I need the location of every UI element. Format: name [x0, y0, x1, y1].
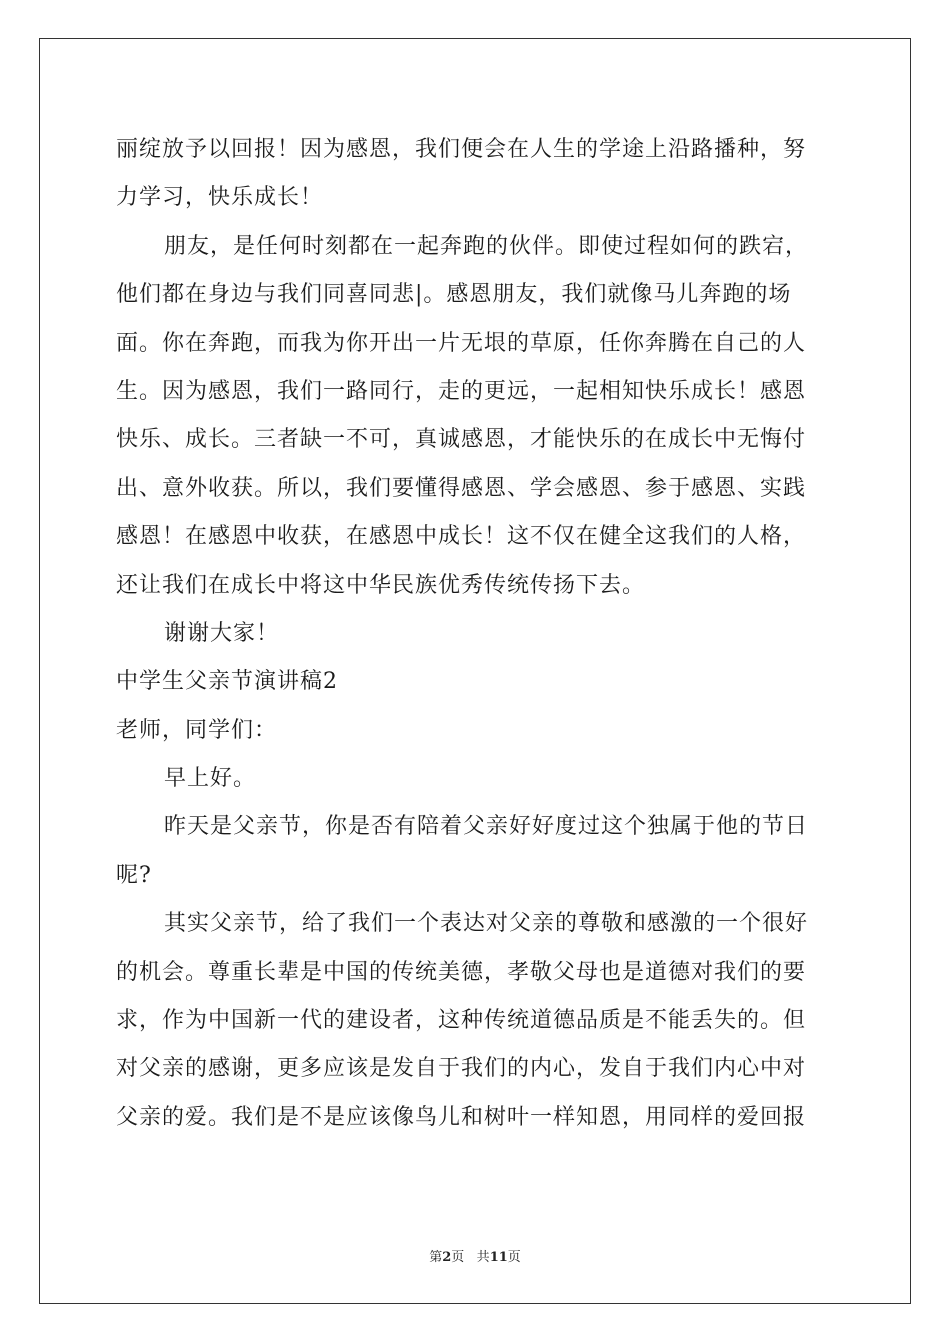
text-line: 朋友，是任何时刻都在一起奔跑的伙伴。即使过程如何的跌宕，: [164, 233, 809, 259]
text-line: 对父亲的感谢，更多应该是发自于我们的内心，发自于我们内心中对: [116, 1056, 807, 1082]
text-line: 还让我们在成长中将这中华民族优秀传统传扬下去。: [116, 572, 646, 598]
text-line: 求，作为中国新一代的建设者，这种传统道德品质是不能丢失的。但: [116, 1008, 807, 1034]
text-line: 其实父亲节，给了我们一个表达对父亲的尊敬和感激的一个很好: [164, 911, 809, 937]
page-footer: [0, 1246, 950, 1265]
text-line: 出、意外收获。所以，我们要懂得感恩、学会感恩、参于感恩、实践: [116, 475, 807, 501]
text-line: 丽绽放予以回报！因为感恩，我们便会在人生的学途上沿路播种，努: [116, 137, 807, 162]
salutation: 老师，同学们：: [116, 717, 278, 743]
text-line: 他们都在身边与我们同喜同悲|。感恩朋友，我们就像马儿奔跑的场: [116, 282, 792, 308]
footer-prefix: 第: [429, 1250, 443, 1265]
footer-total-pages: 11: [489, 1250, 508, 1265]
text-line: 呢?: [116, 862, 152, 888]
text-line: 昨天是父亲节，你是否有陪着父亲好好度过这个独属于他的节日: [164, 814, 809, 840]
section-title: 中学生父亲节演讲稿2: [116, 669, 338, 695]
greeting: 早上好。: [164, 766, 257, 792]
text-line: 父亲的爱。我们是不是应该像鸟儿和树叶一样知恩，用同样的爱回报: [116, 1104, 807, 1130]
footer-total-prefix: 共: [476, 1250, 490, 1265]
text-line: 感恩！在感恩中收获，在感恩中成长！这不仅在健全这我们的人格，: [116, 524, 807, 550]
text-line: 面。你在奔跑，而我为你开出一片无垠的草原，任你奔腾在自己的人: [116, 330, 807, 356]
text-line: 力学习，快乐成长！: [116, 185, 324, 211]
footer-page-suffix: 页: [451, 1250, 465, 1265]
text-line: 的机会。尊重长辈是中国的传统美德，孝敬父母也是道德对我们的要: [116, 959, 807, 985]
document-body: [116, 126, 836, 1142]
text-line: 快乐、成长。三者缺一不可，真诚感恩，才能快乐的在成长中无悔付: [116, 427, 807, 453]
footer-total-suffix: 页: [507, 1250, 521, 1265]
footer-page-number: 2: [442, 1250, 452, 1265]
text-line: 生。因为感恩，我们一路同行，走的更远，一起相知快乐成长！感恩: [116, 378, 807, 404]
closing-line: 谢谢大家！: [164, 620, 280, 646]
